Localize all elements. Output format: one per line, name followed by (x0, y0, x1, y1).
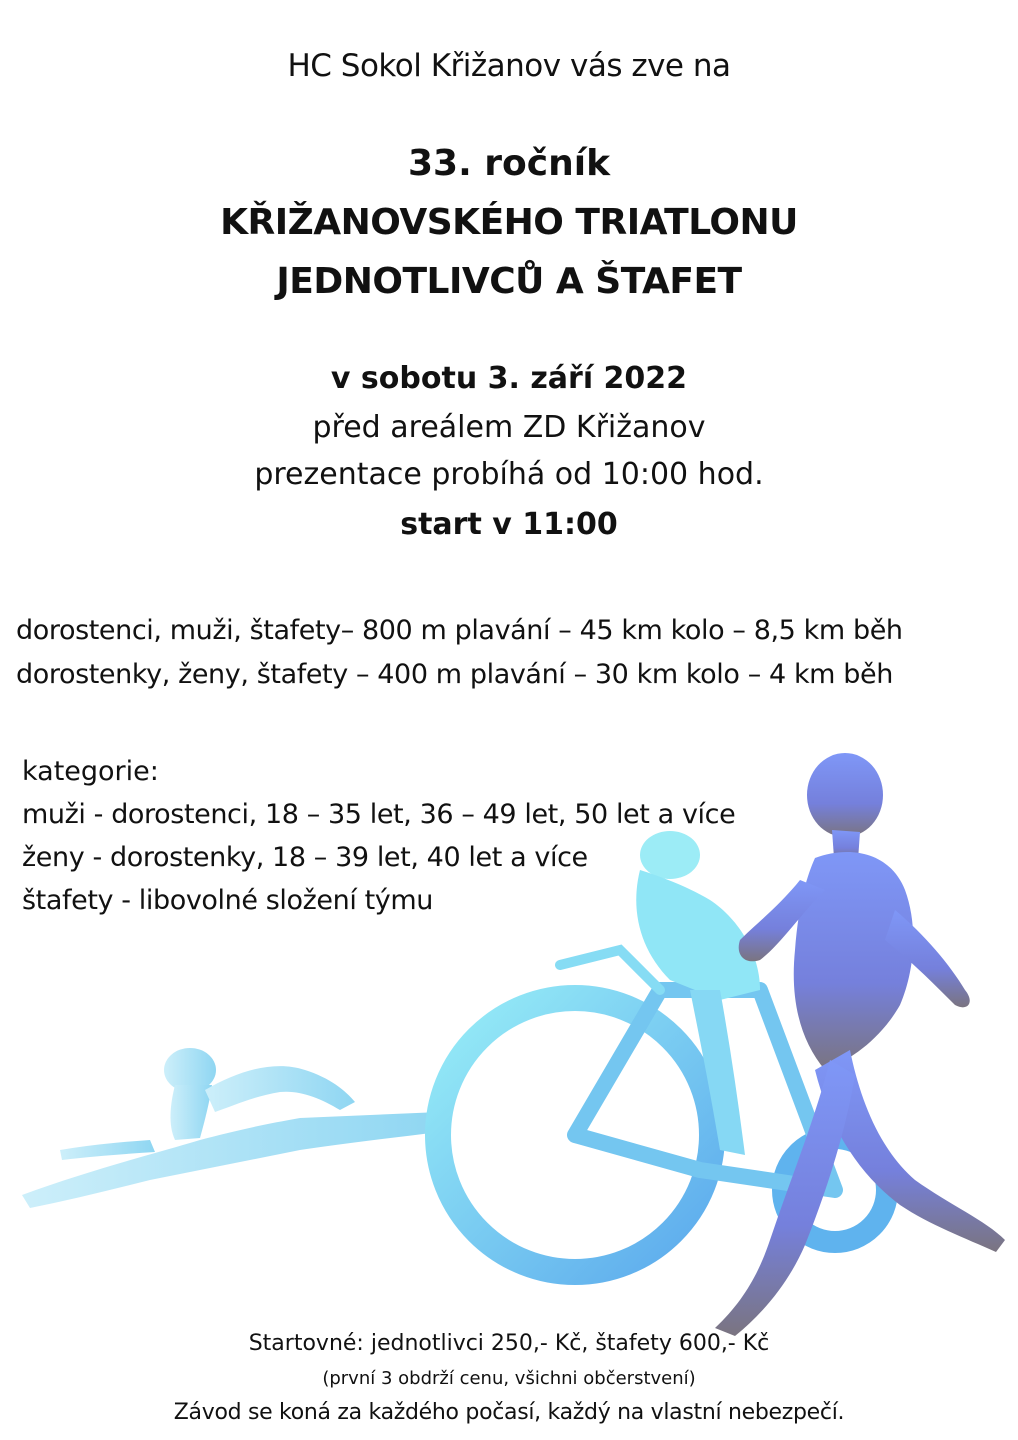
entry-fee: Startovné: jednotlivci 250,- Kč, štafety 600,- Kč (248, 1331, 770, 1356)
entry-fee-note: (první 3 obdrží cenu, všichni občerstvení) (322, 1368, 696, 1389)
disclaimer: Závod se koná za každého počasí, každý na vlastní nebezpečí. (173, 1400, 845, 1425)
event-registration: prezentace probíhá od 10:00 hod. (254, 457, 764, 492)
event-title-line-2: KŘIŽANOVSKÉHO TRIATLONU (220, 202, 798, 243)
category-item-men: muži - dorostenci, 18 – 35 let, 36 – 49 let, 50 let a více (22, 799, 736, 830)
event-date: v sobotu 3. září 2022 (330, 361, 688, 396)
categories-heading: kategorie: (22, 756, 159, 787)
runner-icon (715, 753, 1005, 1336)
distance-line-women: dorostenky, ženy, štafety – 400 m plavání – 30 km kolo – 4 km běh (16, 659, 893, 690)
event-start: start v 11:00 (400, 507, 618, 542)
distance-line-men: dorostenci, muži, štafety– 800 m plavání – 45 km kolo – 8,5 km běh (16, 615, 903, 646)
invite-line: HC Sokol Křižanov vás zve na (287, 48, 731, 84)
event-title-line-1: 33. ročník (407, 143, 611, 184)
event-title-line-3: JEDNOTLIVCŮ A ŠTAFET (276, 261, 742, 302)
triathlon-illustration (0, 740, 1018, 1340)
category-item-women: ženy - dorostenky, 18 – 39 let, 40 let a více (22, 842, 588, 873)
category-item-relays: štafety - libovolné složení týmu (22, 885, 433, 916)
event-place: před areálem ZD Křižanov (312, 410, 706, 445)
swimmer-icon (22, 1048, 440, 1208)
